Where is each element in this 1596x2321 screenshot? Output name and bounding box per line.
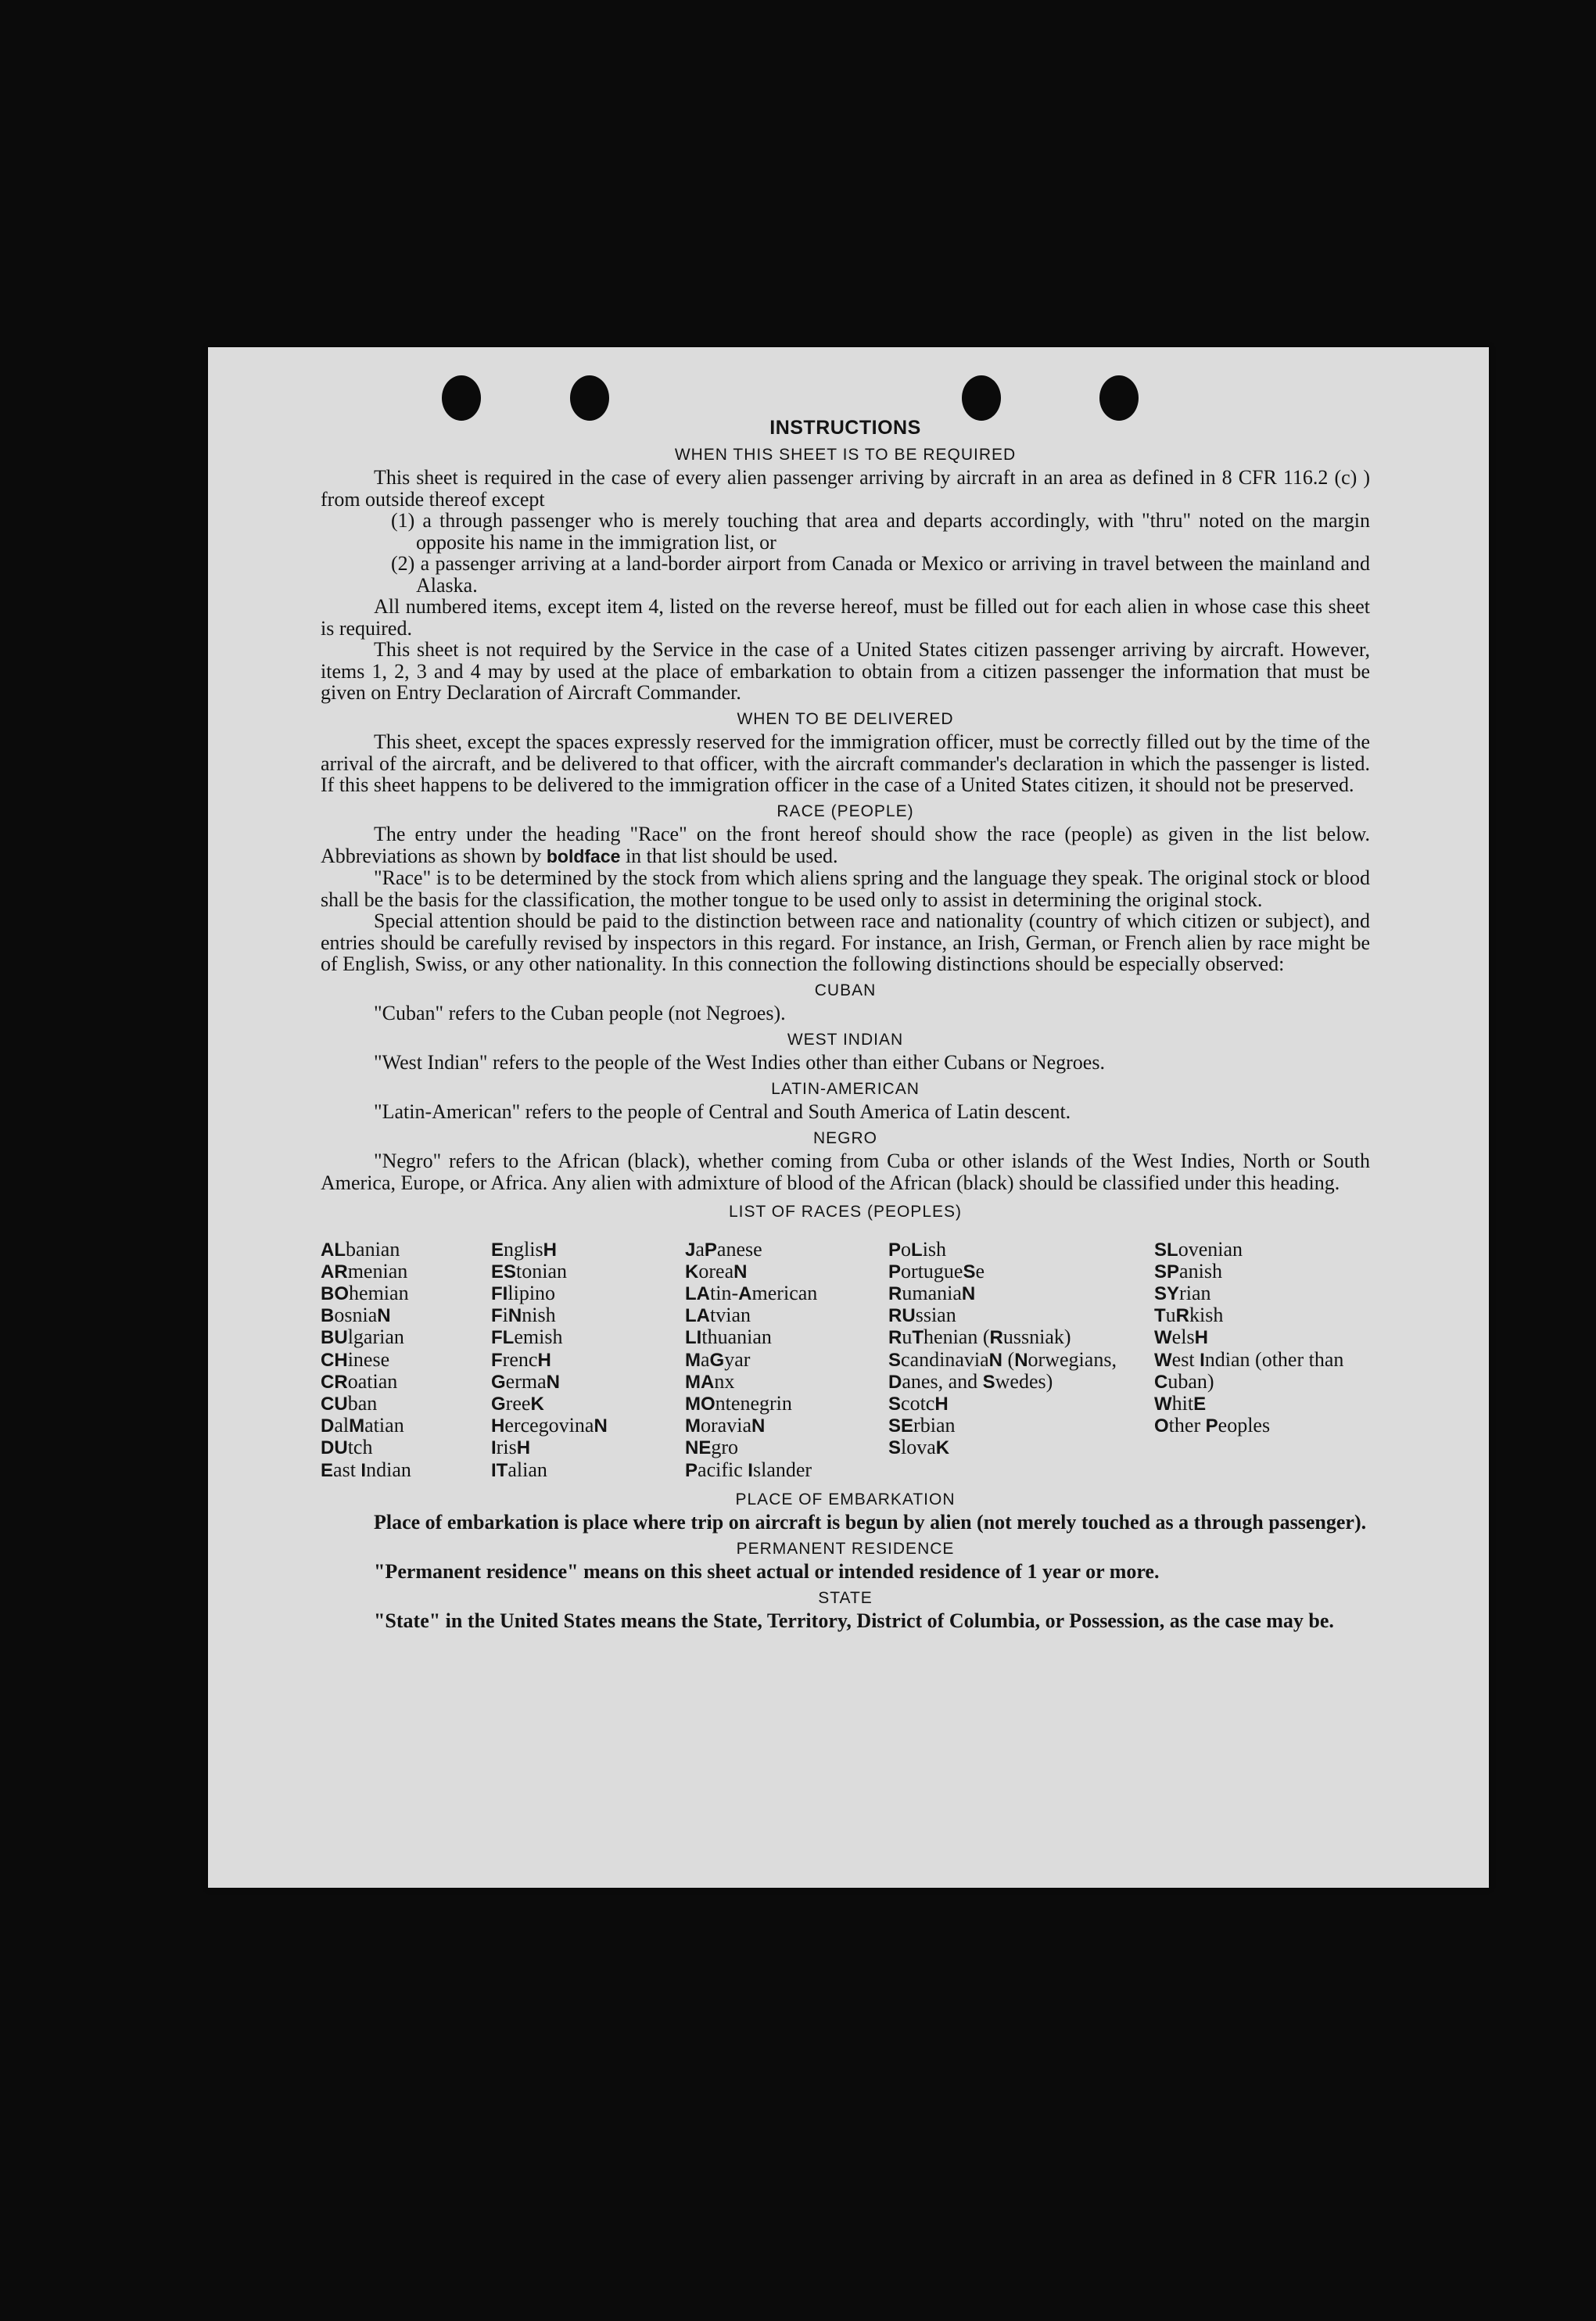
section-heading-required: WHEN THIS SHEET IS TO BE REQUIRED xyxy=(674,445,1017,464)
race-item: PoLish xyxy=(888,1237,947,1261)
paragraph: "Latin-American" refers to the people of Central and South America of Latin descent. xyxy=(374,1100,1071,1123)
race-item: TuRkish xyxy=(1154,1304,1224,1327)
race-item: Other Peoples xyxy=(1154,1414,1271,1437)
race-item: NEgro xyxy=(685,1436,739,1459)
section-heading-race: RACE (PEOPLE) xyxy=(776,802,914,820)
paragraph: The entry under the heading "Race" on the front hereof should show the race (people) as given in the list below. Abbreviations as shown by boldface in that list should be used. xyxy=(321,823,1370,867)
boldface-word: boldface xyxy=(546,845,621,866)
race-item: RUssian xyxy=(888,1304,956,1327)
race-item: FIlipino xyxy=(491,1281,556,1304)
race-item: DalMatian xyxy=(321,1414,404,1437)
paragraph: Place of embarkation is place where trip on aircraft is begun by alien (not merely touched as a through passenger). xyxy=(374,1511,1367,1534)
paragraph: Special attention should be paid to the distinction between race and nationality (country of which citizen or subject), and entries should be carefully revised by inspectors in this regard. For instance, an Irish, German, or French alien by race might be of English, Swiss, or any other nationality. In this connection the following distinctions should be especially observed: xyxy=(321,909,1370,975)
race-item: CUban xyxy=(321,1391,378,1415)
paragraph: All numbered items, except item 4, listed on the reverse hereof, must be filled out for each alien in whose case this sheet is required. xyxy=(321,595,1370,640)
race-item: EnglisH xyxy=(491,1237,557,1261)
race-item: HercegovinaN xyxy=(491,1414,608,1437)
race-item: Pacific Islander xyxy=(685,1458,812,1481)
race-item: BosniaN xyxy=(321,1304,391,1327)
punch-hole xyxy=(442,375,481,421)
race-item: JaPanese xyxy=(685,1237,762,1261)
section-heading-delivered: WHEN TO BE DELIVERED xyxy=(737,709,954,728)
race-item: GreeK xyxy=(491,1391,544,1415)
race-item: MOntenegrin xyxy=(685,1391,792,1415)
race-item: WhitE xyxy=(1154,1391,1207,1415)
punch-hole xyxy=(1099,375,1139,421)
race-item: SlovaK xyxy=(888,1436,950,1459)
race-item: GermaN xyxy=(491,1369,561,1393)
race-item: ITalian xyxy=(491,1458,547,1481)
race-column xyxy=(1154,1239,1370,1481)
race-column xyxy=(491,1239,685,1481)
list-item: (2) a passenger arriving at a land-border airport from Canada or Mexico or arriving in travel between the mainland and Alaska. xyxy=(391,552,1370,597)
race-column xyxy=(888,1239,1154,1481)
paragraph: "Cuban" refers to the Cuban people (not Negroes). xyxy=(374,1002,786,1024)
document-sheet xyxy=(208,347,1489,1888)
section-heading-residence: PERMANENT RESIDENCE xyxy=(736,1539,955,1558)
section-heading-state: STATE xyxy=(818,1588,873,1607)
race-item: MaGyar xyxy=(685,1347,751,1371)
section-heading-cuban: CUBAN xyxy=(814,981,877,999)
race-item: FrencH xyxy=(491,1347,551,1371)
race-item: LAtin-American xyxy=(685,1281,818,1304)
race-item: EStonian xyxy=(491,1259,568,1282)
paragraph: This sheet is required in the case of every alien passenger arriving by aircraft in an area as defined in 8 CFR 116.2 (c) ) from outside thereof except xyxy=(321,466,1370,511)
race-column xyxy=(685,1239,888,1481)
paragraph: "Race" is to be determined by the stock from which aliens spring and the language they speak. The original stock or blood shall be the basis for the classification, the mother tongue to be used only to assist in determining the original stock. xyxy=(321,866,1370,911)
section-heading-embarkation: PLACE OF EMBARKATION xyxy=(735,1490,956,1508)
race-item: MoraviaN xyxy=(685,1414,766,1437)
race-item: ScandinaviaN (Norwegians, Danes, and Swedes) xyxy=(888,1347,1117,1393)
race-item: BOhemian xyxy=(321,1281,409,1304)
paragraph: "State" in the United States means the State, Territory, District of Columbia, or Possession, as the case may be. xyxy=(374,1609,1334,1633)
race-item: SPanish xyxy=(1154,1259,1222,1282)
race-item: ARmenian xyxy=(321,1259,408,1282)
section-heading-negro: NEGRO xyxy=(812,1128,877,1147)
race-item: CHinese xyxy=(321,1347,390,1371)
race-item: WelsH xyxy=(1154,1326,1208,1349)
race-item: RumaniaN xyxy=(888,1281,976,1304)
race-item: LAtvian xyxy=(685,1304,751,1327)
race-item: FLemish xyxy=(491,1326,563,1349)
punch-hole xyxy=(962,375,1001,421)
race-item: ScotcH xyxy=(888,1391,949,1415)
race-item: MAnx xyxy=(685,1369,735,1393)
race-item: BUlgarian xyxy=(321,1326,404,1349)
race-item: RuThenian (Russniak) xyxy=(888,1326,1071,1349)
race-item: ALbanian xyxy=(321,1237,400,1261)
paragraph: This sheet, except the spaces expressly reserved for the immigration officer, must be correctly filled out by the time of the arrival of the aircraft, and be delivered to that officer, with the aircraft commander's declaration in which the passenger is listed. If this sheet happens to be delivered to the immigration officer in the case of a United States citizen, it should not be preserved. xyxy=(321,730,1370,796)
section-heading-latin-american: LATIN-AMERICAN xyxy=(771,1079,920,1098)
race-list xyxy=(321,1239,1370,1481)
race-item: West Indian (other than Cuban) xyxy=(1154,1347,1344,1393)
race-item: East Indian xyxy=(321,1458,411,1481)
section-heading-west-indian: WEST INDIAN xyxy=(787,1030,904,1049)
race-column xyxy=(321,1239,491,1481)
paragraph: "West Indian" refers to the people of the West Indies other than either Cubans or Negroes. xyxy=(374,1051,1105,1074)
race-item: DUtch xyxy=(321,1436,373,1459)
race-item: SLovenian xyxy=(1154,1237,1243,1261)
race-item: KoreaN xyxy=(685,1259,748,1282)
list-item: (1) a through passenger who is merely touching that area and departs accordingly, with "thru" noted on the margin opposite his name in the immigration list, or xyxy=(391,509,1370,554)
section-heading-races: LIST OF RACES (PEOPLES) xyxy=(728,1203,963,1221)
paragraph: "Permanent residence" means on this sheet actual or intended residence of 1 year or more. xyxy=(374,1560,1160,1584)
race-item: CRoatian xyxy=(321,1369,398,1393)
punch-hole xyxy=(570,375,609,421)
paragraph: This sheet is not required by the Service in the case of a United States citizen passenger arriving by aircraft. However, items 1, 2, 3 and 4 may by used at the place of embarkation to obtain from a citizen passenger the information that must be given on Entry Declaration of Aircraft Commander. xyxy=(321,638,1370,704)
race-item: SYrian xyxy=(1154,1281,1211,1304)
race-item: PortugueSe xyxy=(888,1259,985,1282)
race-item: LIthuanian xyxy=(685,1326,772,1349)
race-item: FiNnish xyxy=(491,1304,556,1327)
page-title: INSTRUCTIONS xyxy=(769,417,921,439)
paragraph: "Negro" refers to the African (black), whether coming from Cuba or other islands of the West Indies, North or South America, Europe, or Africa. Any alien with admixture of blood of the African (black) should be classified under this heading. xyxy=(321,1150,1370,1194)
race-item: SErbian xyxy=(888,1414,956,1437)
instructions-body xyxy=(321,418,1370,1632)
race-item: IrisH xyxy=(491,1436,531,1459)
